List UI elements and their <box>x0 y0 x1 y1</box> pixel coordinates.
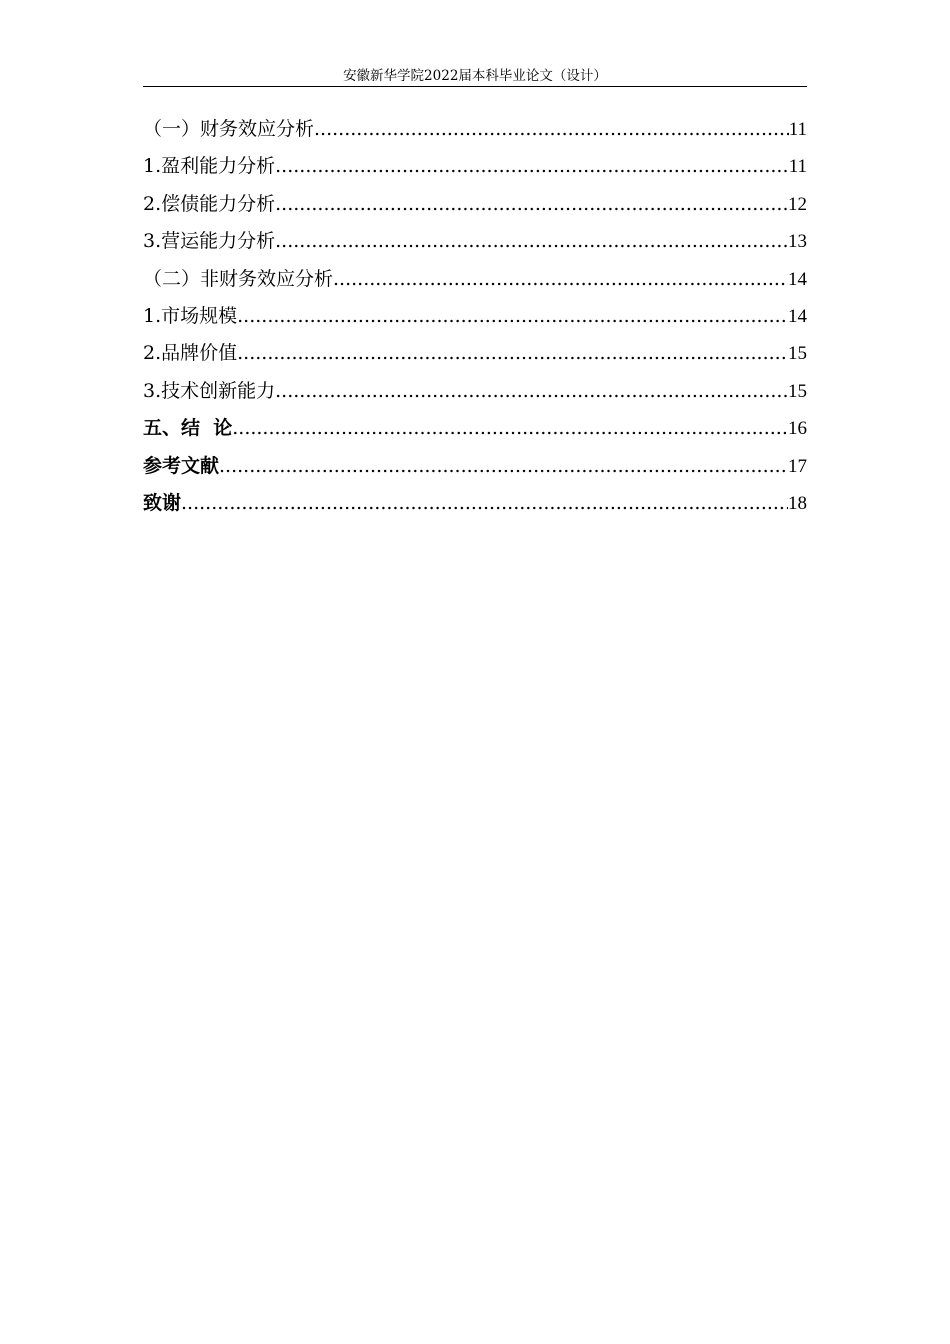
page-header: 安徽新华学院2022届本科毕业论文（设计） <box>343 68 607 84</box>
toc-entry-references[interactable] <box>143 448 807 485</box>
toc-entry-acknowledgements[interactable] <box>143 485 807 522</box>
toc-entry-market-scale[interactable] <box>143 298 807 335</box>
toc-entry-page: 13 <box>788 231 807 253</box>
toc-entry-label: 2.品牌价值 <box>143 342 238 365</box>
toc-entry-operating-capacity[interactable] <box>143 223 807 260</box>
toc-entry-profitability[interactable] <box>143 148 807 185</box>
toc-leader-dots <box>219 448 788 485</box>
toc-entry-page: 12 <box>788 193 807 215</box>
toc-leader-dots <box>275 373 788 410</box>
toc-entry-page: 15 <box>788 343 807 365</box>
toc-entry-page: 11 <box>788 119 807 140</box>
toc-entry-non-financial-effect[interactable] <box>143 261 807 298</box>
toc-entry-solvency[interactable] <box>143 186 807 223</box>
toc-leader-dots <box>237 335 788 372</box>
toc-entry-brand-value[interactable] <box>143 335 807 372</box>
toc-entry-label: 3.营运能力分析 <box>143 230 276 253</box>
toc-entry-label: 3.技术创新能力 <box>143 379 276 402</box>
toc-leader-dots <box>275 148 789 185</box>
toc-leader-dots <box>181 485 788 522</box>
table-of-contents <box>143 111 807 522</box>
toc-entry-label: （一）财务效应分析 <box>143 118 315 140</box>
toc-entry-label: 1.市场规模 <box>143 304 238 327</box>
toc-leader-dots <box>333 261 788 298</box>
toc-entry-page: 16 <box>788 418 807 440</box>
header-rule <box>143 86 807 87</box>
toc-leader-dots <box>275 186 788 223</box>
toc-entry-page: 15 <box>788 380 807 402</box>
toc-entry-label: （二）非财务效应分析 <box>143 267 334 290</box>
toc-leader-dots <box>237 298 788 335</box>
toc-entry-page: 18 <box>788 492 807 514</box>
toc-entry-innovation[interactable] <box>143 373 807 410</box>
toc-entry-label: 1.盈利能力分析 <box>143 155 276 178</box>
toc-entry-financial-effect[interactable] <box>143 111 807 148</box>
toc-leader-dots <box>275 223 788 260</box>
toc-entry-label: 致谢 <box>143 491 182 514</box>
toc-leader-dots <box>232 410 788 447</box>
toc-entry-label: 五、结 论 <box>143 417 233 440</box>
toc-entry-label: 2.偿债能力分析 <box>143 192 276 215</box>
toc-leader-dots <box>314 111 789 148</box>
toc-entry-conclusion[interactable] <box>143 410 807 447</box>
toc-entry-label: 参考文献 <box>143 454 220 477</box>
toc-entry-page: 14 <box>788 305 807 327</box>
toc-entry-page: 17 <box>788 455 807 477</box>
toc-entry-page: 11 <box>788 156 807 178</box>
toc-entry-page: 14 <box>788 268 807 290</box>
